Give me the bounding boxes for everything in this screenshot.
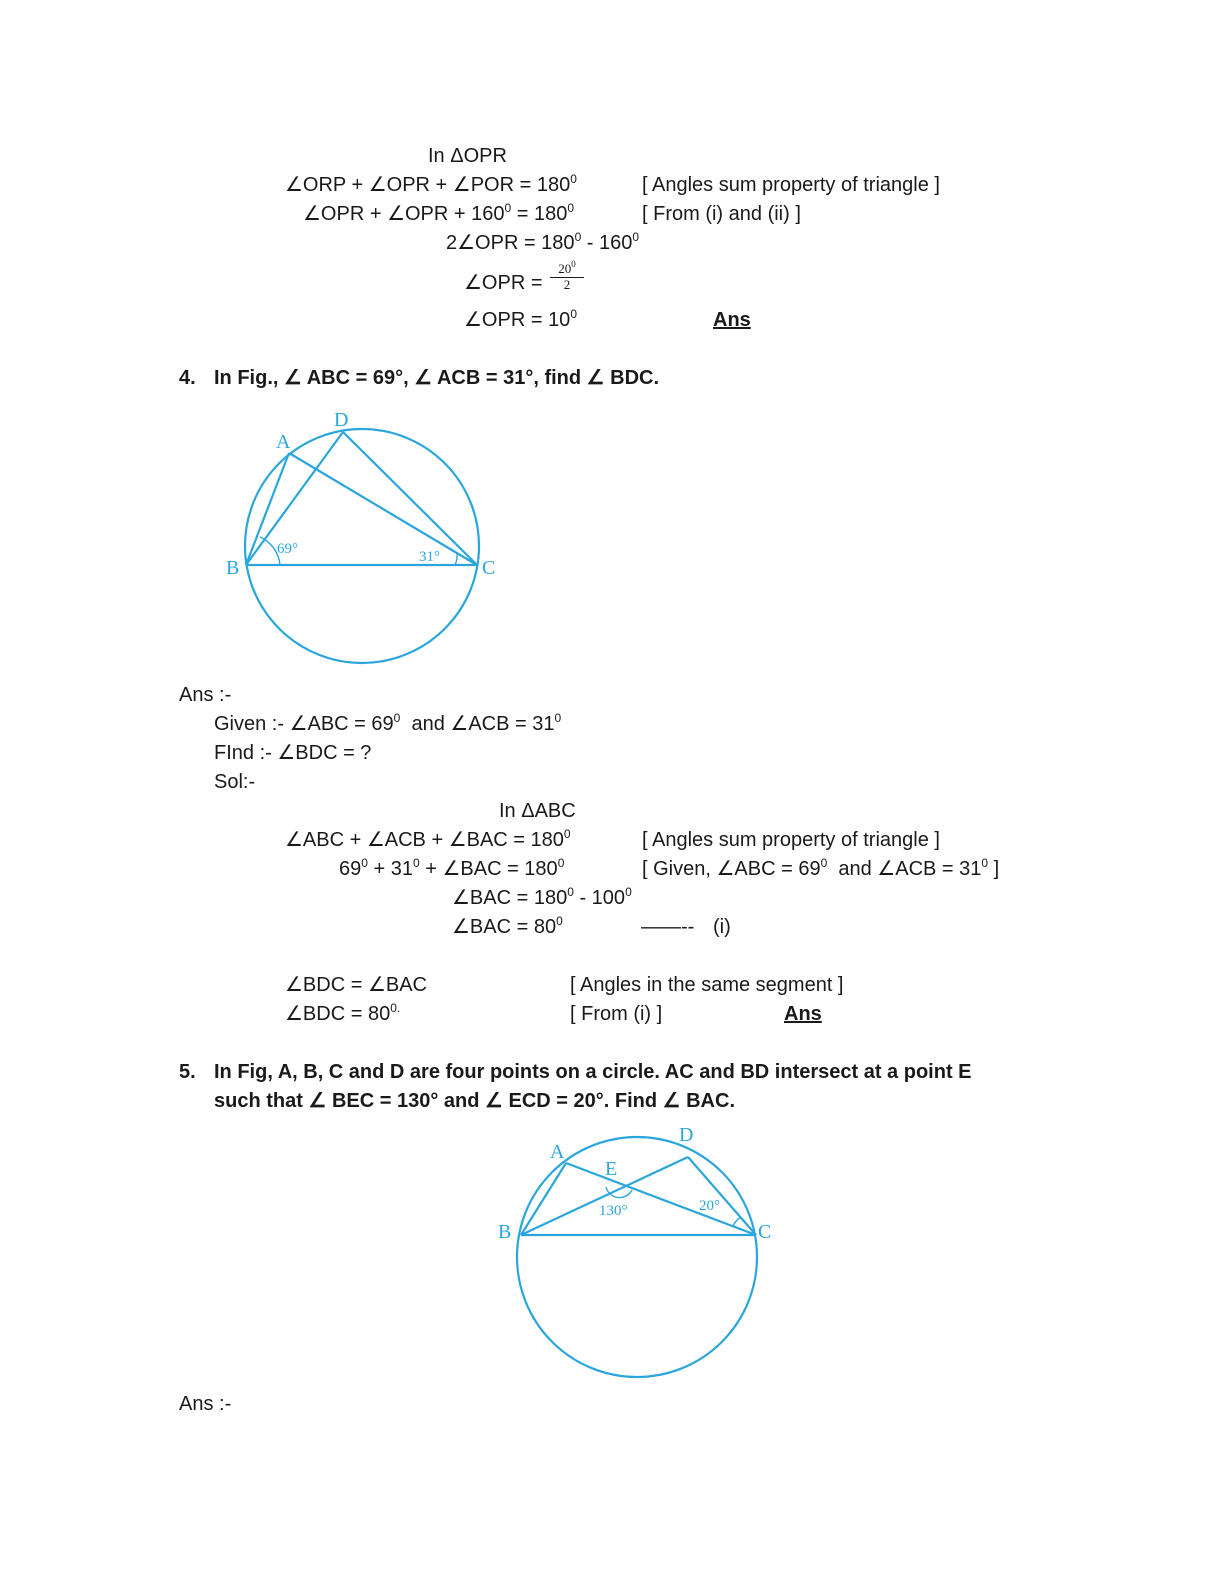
point-label-d: D bbox=[334, 409, 349, 431]
point-label-b: B bbox=[226, 557, 240, 579]
equation-line: ∠OPR = bbox=[464, 272, 543, 294]
equation-line: ∠BDC = ∠BAC bbox=[285, 974, 428, 996]
question-text-line1: In Fig, A, B, C and D are four points on a circle. AC and BD intersect at a point E bbox=[214, 1061, 972, 1083]
equation-reason: [ Given, ∠ABC = $69^0$ and ∠ACB = $31^0$ ] bbox=[642, 856, 1000, 880]
equation-line: ∠ORP + ∠OPR + ∠POR = $180^0$ bbox=[285, 172, 577, 196]
question-text-line2: such that ∠ BEC = 130° and ∠ ECD = 20°. Find ∠ BAC. bbox=[214, 1090, 735, 1112]
equation-line: $69^0 + 31^0$ + ∠BAC = $180^0$ bbox=[339, 856, 565, 880]
equation-reason: [ From (i) and (ii) ] bbox=[642, 203, 801, 225]
equation-line: 2∠OPR = $180^0 - 160^0$ bbox=[446, 230, 640, 254]
point-label-a: A bbox=[550, 1141, 565, 1163]
answer-label: Ans bbox=[784, 1003, 822, 1025]
angle-label-e: 130° bbox=[599, 1203, 628, 1219]
equation-line: ∠OPR = $10^0$ bbox=[464, 307, 577, 331]
equation-tag: (i) bbox=[713, 916, 731, 938]
angle-label-c: 20° bbox=[699, 1198, 720, 1214]
equation-line: ∠BAC = $80^0$ bbox=[452, 914, 563, 938]
angle-label-b: 69° bbox=[277, 541, 298, 557]
question-text: In Fig., ∠ ABC = 69°, ∠ ACB = 31°, find ∠ BDC. bbox=[214, 367, 660, 389]
point-label-c: C bbox=[482, 557, 496, 579]
equation-line: ∠OPR + ∠OPR + $160^0 = 180^0$ bbox=[303, 201, 575, 225]
sol-label: Sol:- bbox=[214, 771, 256, 793]
given-line: Given :- ∠ABC = $69^0$ and ∠ACB = $31^0$ bbox=[214, 711, 562, 735]
question-number: 4. bbox=[179, 367, 196, 389]
equation-dash: ——-- bbox=[641, 916, 695, 938]
fraction-numerator: $20^0$ bbox=[550, 262, 584, 278]
angle-label-c: 31° bbox=[419, 549, 440, 565]
find-line: FInd :- ∠BDC = ? bbox=[214, 742, 372, 764]
chord-dc bbox=[688, 1157, 756, 1235]
answer-heading: Ans :- bbox=[179, 684, 232, 706]
chord-ac bbox=[566, 1163, 756, 1235]
equation-reason: [ Angles in the same segment ] bbox=[570, 974, 844, 996]
equation-reason: [ Angles sum property of triangle ] bbox=[642, 174, 940, 196]
point-label-a: A bbox=[276, 431, 291, 453]
equation-line: ∠BAC = $180^0 - 100^0$ bbox=[452, 885, 632, 909]
answer-heading: Ans :- bbox=[179, 1393, 232, 1415]
angle-arc-c bbox=[733, 1217, 741, 1226]
equation-reason: [ From (i) ] bbox=[570, 1003, 663, 1025]
equation-line: ∠BDC = $80^{0.}$ bbox=[285, 1001, 401, 1025]
question-number: 5. bbox=[179, 1061, 196, 1083]
point-label-e: E bbox=[605, 1158, 618, 1180]
sol-heading: In ΔABC bbox=[499, 800, 576, 822]
point-label-c: C bbox=[758, 1221, 772, 1243]
equation-reason: [ Angles sum property of triangle ] bbox=[642, 829, 940, 851]
equation-line: ∠ABC + ∠ACB + ∠BAC = $180^0$ bbox=[285, 827, 571, 851]
fraction-denominator: 2 bbox=[563, 277, 571, 292]
answer-label: Ans bbox=[713, 309, 751, 331]
point-label-d: D bbox=[679, 1124, 694, 1146]
circle bbox=[517, 1137, 757, 1377]
point-label-b: B bbox=[498, 1221, 512, 1243]
prev-heading: In ΔOPR bbox=[428, 145, 507, 167]
